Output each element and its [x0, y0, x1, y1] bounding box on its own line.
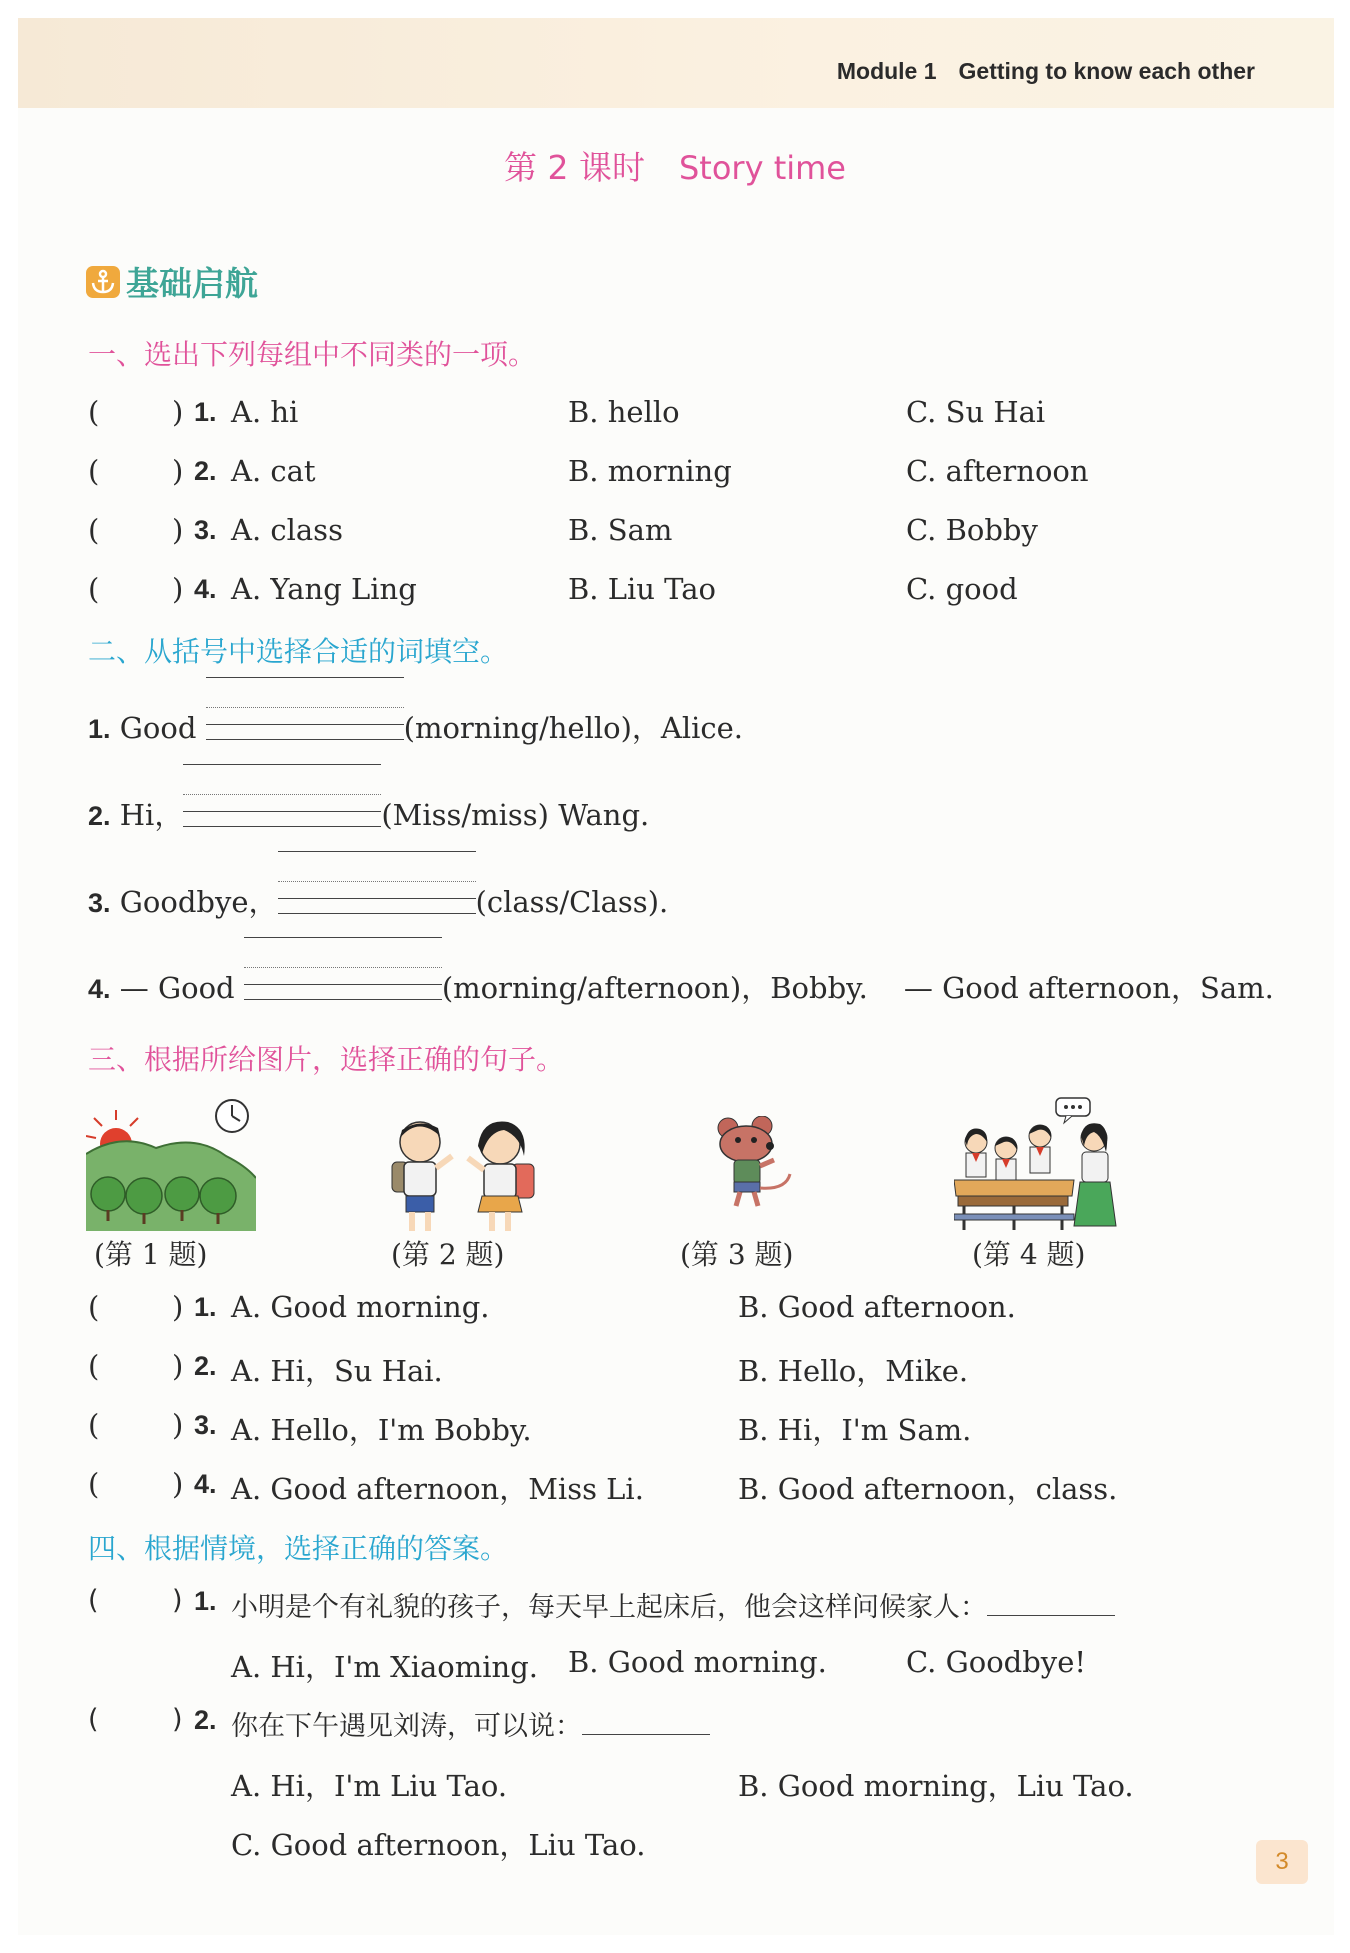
p2-question-2 — [88, 793, 649, 834]
option-a: A. class — [231, 513, 343, 547]
page-number: 3 — [1256, 1840, 1308, 1884]
question-number: 1. — [194, 1292, 217, 1322]
option-c: C. Bobby — [906, 513, 1038, 547]
question-number: 2. — [194, 1705, 217, 1735]
question-number: 3. — [194, 1410, 217, 1440]
answer-paren-right: ) — [172, 1408, 184, 1442]
sentence-end: (morning/hello)，Alice. — [403, 711, 744, 745]
sentence-start: Goodbye， — [110, 885, 278, 919]
answer-paren-left[interactable]: ( — [88, 1349, 100, 1383]
question-text — [231, 1704, 710, 1743]
fill-blank[interactable] — [244, 968, 442, 998]
question-number: 4. — [194, 574, 217, 604]
option-a: A. cat — [231, 454, 316, 488]
option-b: B. hello — [568, 395, 680, 429]
answer-paren-right: ) — [172, 1349, 184, 1383]
answer-paren-right: ) — [172, 1585, 183, 1616]
answer-blank[interactable] — [582, 1710, 710, 1735]
option-b: B. Good morning. — [568, 1645, 827, 1679]
answer-paren-right: ) — [172, 1704, 183, 1735]
section-title: 基础启航 — [126, 264, 258, 303]
question-number: 2. — [194, 1351, 217, 1381]
option-b: B. morning — [568, 454, 732, 488]
answer-paren-right: ) — [172, 395, 184, 429]
sentence-end: (class/Class). — [475, 885, 669, 919]
option-a: A. Yang Ling — [231, 572, 417, 606]
option-b: B. Sam — [568, 513, 673, 547]
answer-paren-right: ) — [172, 1290, 184, 1324]
option-a: A. Hello，I'm Bobby. — [231, 1413, 532, 1447]
option-a: A. Hi，I'm Liu Tao. — [231, 1769, 508, 1803]
question-number: 1. — [194, 397, 217, 427]
option-b: B. Liu Tao — [568, 572, 717, 606]
option-a: A. Hi，I'm Xiaoming. — [231, 1650, 538, 1684]
sentence-start: Good — [110, 711, 206, 745]
question-number: 4. — [88, 974, 111, 1004]
option-b: B. Good afternoon. — [738, 1290, 1016, 1324]
question-number: 2. — [88, 801, 111, 831]
anchor-icon — [86, 266, 120, 298]
p2-question-1 — [88, 706, 743, 747]
classroom-image — [954, 1096, 1124, 1232]
option-a: A. Good afternoon，Miss Li. — [231, 1472, 644, 1506]
part3-title: 三、根据所给图片，选择正确的句子。 — [88, 1043, 565, 1076]
answer-paren-left[interactable]: ( — [88, 1467, 100, 1501]
sentence-start: Hi， — [110, 798, 184, 832]
lesson-name: Story time — [678, 149, 846, 187]
module-title: Getting to know each other — [958, 58, 1255, 84]
picture-caption-2: (第 2 题) — [391, 1238, 505, 1271]
answer-paren-left[interactable]: ( — [88, 1290, 100, 1324]
question-number: 1. — [88, 714, 111, 744]
answer-paren-left[interactable]: ( — [88, 513, 100, 547]
sentence-end: (Miss/miss) Wang. — [381, 798, 650, 832]
answer-paren-right: ) — [172, 572, 184, 606]
mouse-character-image — [706, 1116, 798, 1208]
answer-blank[interactable] — [987, 1591, 1115, 1616]
option-c: C. good — [906, 572, 1018, 606]
option-c: C. Su Hai — [906, 395, 1046, 429]
option-b: B. Good morning，Liu Tao. — [738, 1769, 1134, 1803]
part2-title: 二、从括号中选择合适的词填空。 — [88, 635, 509, 668]
answer-paren-left[interactable]: ( — [88, 395, 100, 429]
picture-caption-1: (第 1 题) — [94, 1238, 208, 1271]
fill-blank[interactable] — [206, 708, 404, 738]
p2-question-4 — [88, 966, 1274, 1007]
answer-paren-right: ) — [172, 1467, 184, 1501]
section-heading — [86, 258, 258, 305]
question-stem: 你在下午遇见刘涛，可以说： — [231, 1711, 582, 1742]
part1-title: 一、选出下列每组中不同类的一项。 — [88, 338, 537, 371]
question-number: 3. — [194, 515, 217, 545]
part4-title: 四、根据情境，选择正确的答案。 — [88, 1532, 509, 1565]
fill-blank[interactable] — [183, 795, 381, 825]
answer-paren-left[interactable]: ( — [88, 1408, 100, 1442]
option-c: C. Good afternoon，Liu Tao. — [231, 1828, 646, 1862]
question-number: 3. — [88, 888, 111, 918]
question-text — [231, 1585, 1115, 1624]
question-stem: 小明是个有礼貌的孩子，每天早上起床后，他会这样问候家人： — [231, 1592, 987, 1623]
lesson-title — [0, 142, 1350, 189]
module-number: Module 1 — [836, 58, 937, 84]
morning-scene-image — [86, 1096, 256, 1231]
dialog-reply: — Good afternoon，Sam. — [903, 971, 1274, 1005]
question-number: 2. — [194, 456, 217, 486]
question-number: 4. — [194, 1469, 217, 1499]
option-b: B. Hi，I'm Sam. — [738, 1413, 972, 1447]
option-a: A. Hi，Su Hai. — [231, 1354, 443, 1388]
option-a: A. Good morning. — [231, 1290, 490, 1324]
option-a: A. hi — [231, 395, 299, 429]
sentence-start: — Good — [110, 971, 244, 1005]
p2-question-3 — [88, 880, 668, 921]
sentence-end: (morning/afternoon)，Bobby. — [441, 971, 868, 1005]
answer-paren-left[interactable]: ( — [88, 572, 100, 606]
option-b: B. Hello，Mike. — [738, 1354, 969, 1388]
fill-blank[interactable] — [278, 882, 476, 912]
answer-paren-right: ) — [172, 454, 184, 488]
lesson-number: 第 2 课时 — [504, 148, 645, 187]
answer-paren-right: ) — [172, 513, 184, 547]
children-greeting-image — [378, 1116, 546, 1234]
answer-paren-left[interactable]: ( — [88, 1704, 99, 1735]
option-c: C. Goodbye! — [906, 1645, 1087, 1679]
question-number: 1. — [194, 1586, 217, 1616]
picture-caption-3: (第 3 题) — [680, 1238, 794, 1271]
module-header — [837, 58, 1255, 85]
option-b: B. Good afternoon，class. — [738, 1472, 1118, 1506]
picture-caption-4: (第 4 题) — [972, 1238, 1086, 1271]
option-c: C. afternoon — [906, 454, 1089, 488]
answer-paren-left[interactable]: ( — [88, 454, 100, 488]
answer-paren-left[interactable]: ( — [88, 1585, 99, 1616]
